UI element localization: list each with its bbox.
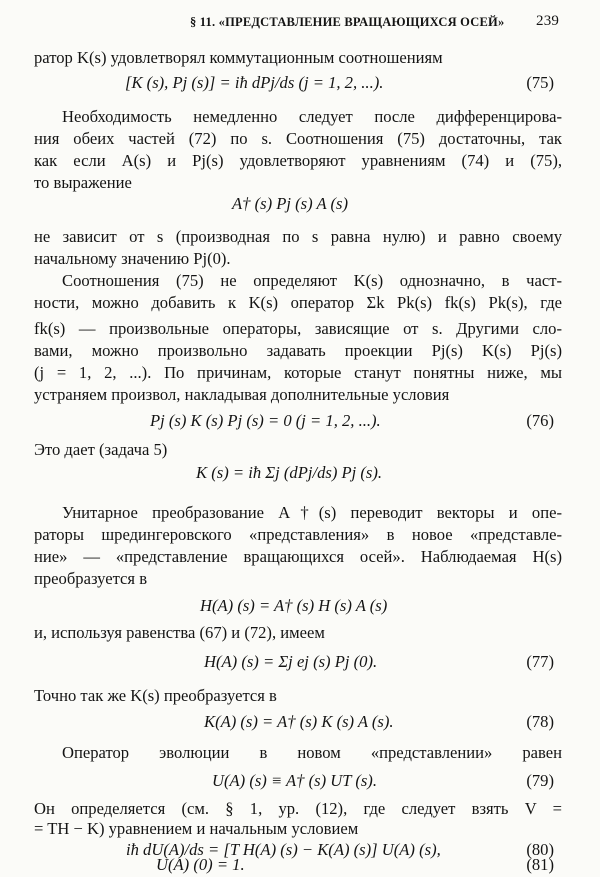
equation-number: (79) xyxy=(526,771,554,790)
page-header xyxy=(0,13,600,33)
text-line: вами, можно произвольно задавать проекции Pj(s) K(s) Pj(s) xyxy=(34,341,562,360)
text-line: Он определяется (см. § 1, ур. (12), где следует взять V = xyxy=(34,799,562,818)
equation-unnumbered xyxy=(0,192,600,216)
text-line: Необходимость немедленно следует после дифференцирова- xyxy=(62,107,562,126)
equation-number: (75) xyxy=(526,73,554,92)
text-line: и, используя равенства (67) и (72), имеем xyxy=(34,623,325,642)
text-line: Унитарное преобразование A†(s) переводит векторы и опе- xyxy=(62,503,562,522)
text-line: fk(s) — произвольные операторы, зависящие от s. Другими сло- xyxy=(34,319,562,338)
equation-formula: H(A) (s) = Σj ej (s) Pj (0). xyxy=(204,652,378,671)
text-line: ние» — «представление вращающихся осей». Наблюдаемая H(s) xyxy=(34,547,562,566)
equation-formula: K(A) (s) = A† (s) K (s) A (s). xyxy=(204,712,394,731)
equation-formula: iħ dU(A)/ds = [T H(A) (s) − K(A) (s)] U(A) (s), xyxy=(126,840,441,859)
text-line: начальному значению Pj(0). xyxy=(34,249,231,268)
equation-79 xyxy=(0,769,600,793)
text-line: то выражение xyxy=(34,173,132,192)
equation-formula: [K (s), Pj (s)] = iħ dPj/ds (j = 1, 2, ...). xyxy=(125,73,384,92)
equation-unnumbered xyxy=(0,461,600,485)
equation-unnumbered xyxy=(0,594,600,618)
equation-75 xyxy=(0,71,600,95)
equation-78 xyxy=(0,710,600,734)
text-line: Оператор эволюции в новом «представлении» равен xyxy=(62,743,562,762)
text-line: Это дает (задача 5) xyxy=(34,440,168,459)
text-line: (j = 1, 2, ...). По причинам, которые станут понятны ниже, мы xyxy=(34,363,562,382)
running-title: § 11. «ПРЕДСТАВЛЕНИЕ ВРАЩАЮЩИХСЯ ОСЕЙ» xyxy=(190,15,505,29)
equation-formula: A† (s) Pj (s) A (s) xyxy=(232,194,348,213)
equation-number: (76) xyxy=(526,411,554,430)
equation-formula: H(A) (s) = A† (s) H (s) A (s) xyxy=(200,596,388,615)
text-line: не зависит от s (производная по s равна нулю) и равно своему xyxy=(34,227,562,246)
equation-formula: U(A) (0) = 1. xyxy=(156,855,245,874)
text-line: устраняем произвол, накладывая дополнительные условия xyxy=(34,385,450,404)
text-line: раторы шредингеровского «представления» в новое «представле- xyxy=(34,525,562,544)
equation-number: (81) xyxy=(526,855,554,874)
text-line: как если A(s) и Pj(s) удовлетворяют уравнениям (74) и (75), xyxy=(34,151,562,170)
text-line: преобразуется в xyxy=(34,569,148,588)
text-line: = TH − K) уравнением и начальным условием xyxy=(34,819,359,838)
equation-number: (78) xyxy=(526,712,554,731)
text-line: ния обеих частей (72) по s. Соотношения (75) достаточны, так xyxy=(34,129,562,148)
equation-formula: U(A) (s) ≡ A† (s) UT (s). xyxy=(212,771,377,790)
text-line: Соотношения (75) не определяют K(s) однозначно, в част- xyxy=(62,271,562,290)
equation-76 xyxy=(0,409,600,433)
text-line: ности, можно добавить к K(s) оператор Σk Pk(s) fk(s) Pk(s), где xyxy=(34,293,562,312)
equation-formula: K (s) = iħ Σj (dPj/ds) Pj (s). xyxy=(196,463,383,482)
equation-number: (77) xyxy=(526,652,554,671)
equation-77 xyxy=(0,650,600,674)
text-line: Точно так же K(s) преобразуется в xyxy=(34,686,277,705)
equation-formula: Pj (s) K (s) Pj (s) = 0 (j = 1, 2, ...). xyxy=(150,411,381,430)
text-line: ратор K(s) удовлетворял коммутационным соотношениям xyxy=(34,48,443,67)
page-number: 239 xyxy=(536,13,560,29)
equation-number: (80) xyxy=(526,840,554,859)
equation-81 xyxy=(0,853,600,877)
